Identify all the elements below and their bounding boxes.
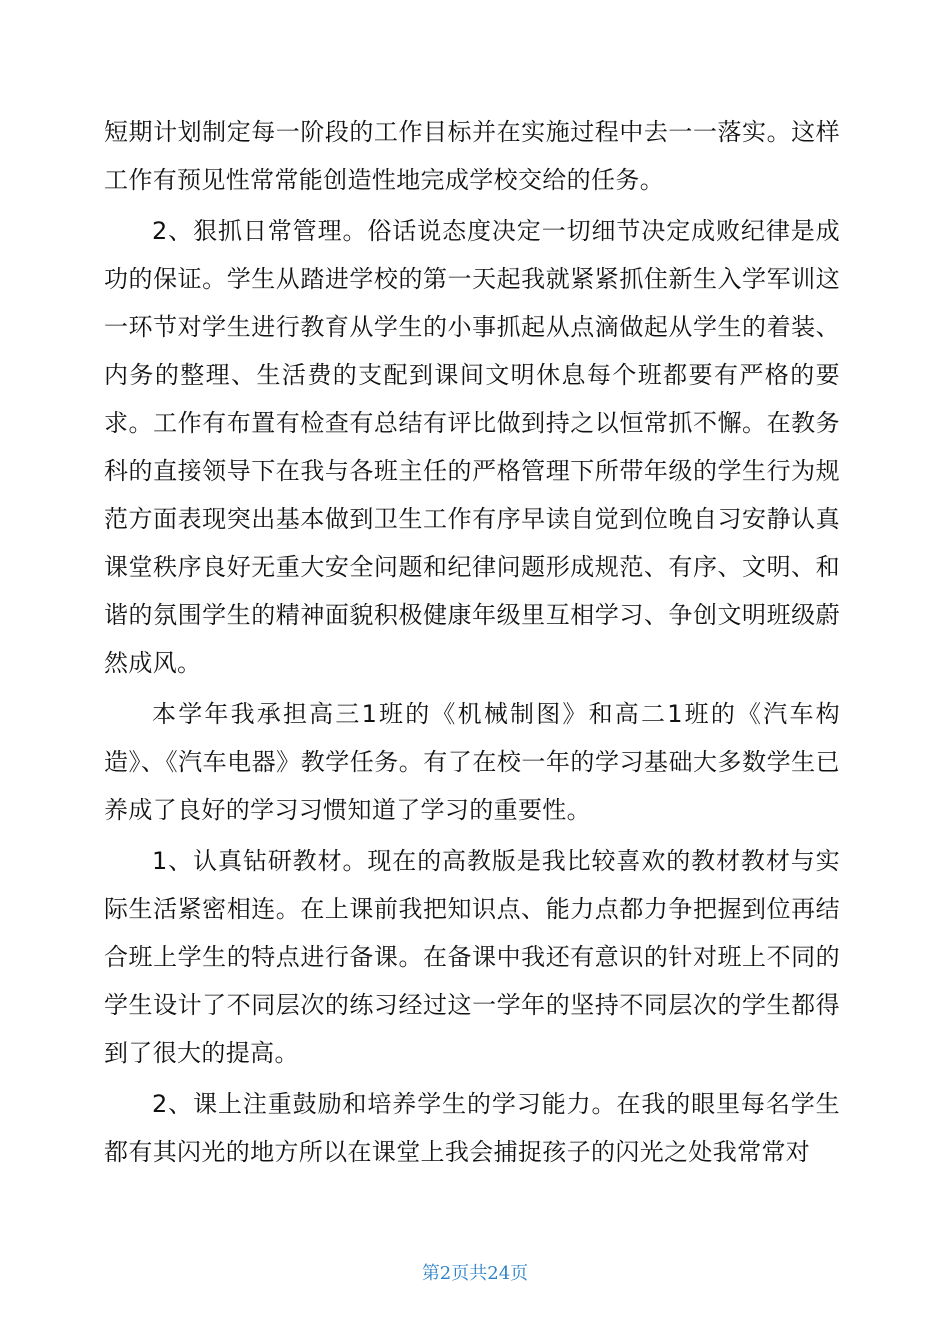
paragraph-3: 本学年我承担高三1班的《机械制图》和高二1班的《汽车构造》、《汽车电器》教学任务。有了在校一年的学习基础大多数学生已养成了良好的学习习惯知道了学习的重要性。: [104, 700, 840, 824]
paragraph-1: 短期计划制定每一阶段的工作目标并在实施过程中去一一落实。这样工作有预见性常常能创造性地完成学校交给的任务。: [104, 118, 840, 194]
page-number-footer: 第2页共24页: [421, 1263, 529, 1284]
paragraph-5: 2、课上注重鼓励和培养学生的学习能力。在我的眼里每名学生都有其闪光的地方所以在课堂上我会捕捉孩子的闪光之处我常常对: [104, 1090, 840, 1166]
document-body: [104, 108, 840, 1176]
paragraph-4: 1、认真钻研教材。现在的高教版是我比较喜欢的教材教材与实际生活紧密相连。在上课前我把知识点、能力点都力争把握到位再结合班上学生的特点进行备课。在备课中我还有意识的针对班上不同的学生设计了不同层次的练习经过这一学年的坚持不同层次的学生都得到了很大的提高。: [104, 847, 840, 1067]
paragraph-2: 2、狠抓日常管理。俗话说态度决定一切细节决定成败纪律是成功的保证。学生从踏进学校的第一天起我就紧紧抓住新生入学军训这一环节对学生进行教育从学生的小事抓起从点滴做起从学生的着装、内务的整理、生活费的支配到课间文明休息每个班都要有严格的要求。工作有布置有检查有总结有评比做到持之以恒常抓不懈。在教务科的直接领导下在我与各班主任的严格管理下所带年级的学生行为规范方面表现突出基本做到卫生工作有序早读自觉到位晚自习安静认真课堂秩序良好无重大安全问题和纪律问题形成规范、有序、文明、和谐的氛围学生的精神面貌积极健康年级里互相学习、争创文明班级蔚然成风。: [104, 217, 840, 677]
